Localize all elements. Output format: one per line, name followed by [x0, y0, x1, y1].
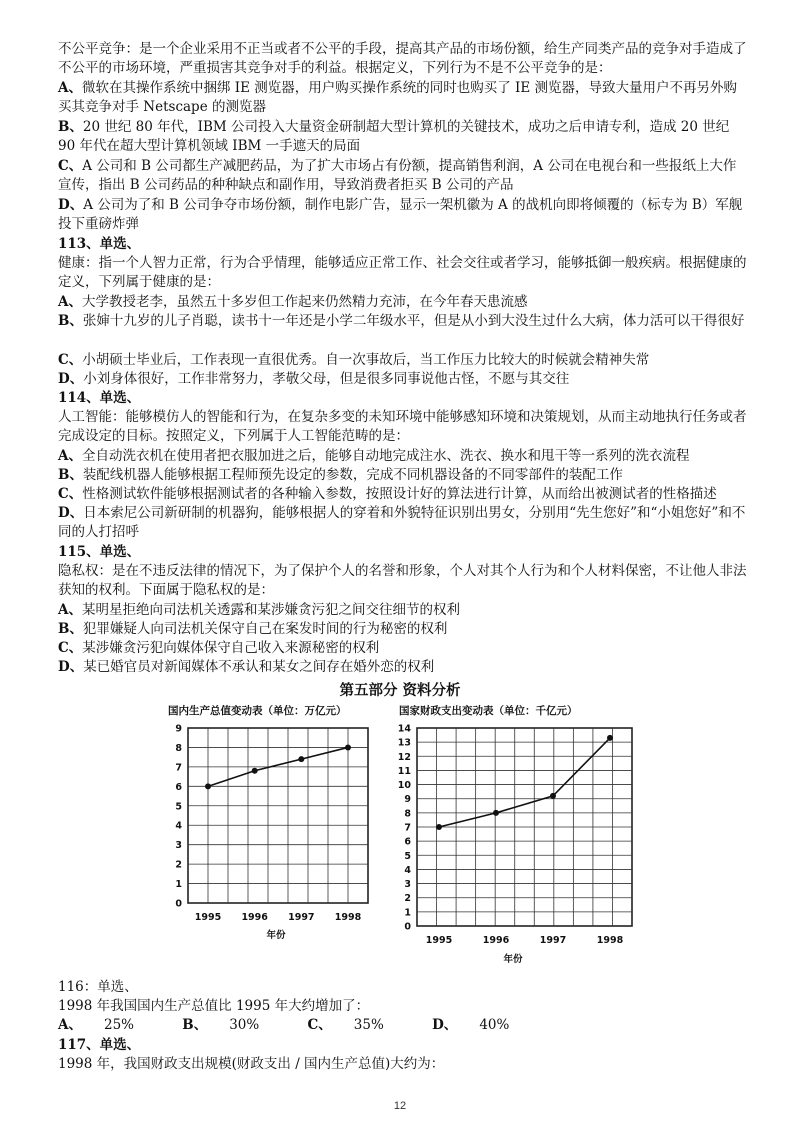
option-c	[58, 351, 748, 370]
option-text: 全自动洗衣机在使用者把衣服加进之后，能够自动地完成注水、洗衣、换水和甩干等一系列的洗衣流程	[81, 448, 690, 464]
option-letter: C、	[58, 352, 83, 368]
option-letter: B、	[58, 621, 83, 637]
option-letter: D、	[58, 659, 84, 675]
option-letter: A、	[58, 80, 82, 96]
x-tick-label: 1997	[539, 935, 567, 946]
data-point	[550, 793, 556, 799]
option-a	[58, 79, 748, 118]
option-text: 25%	[103, 1017, 134, 1033]
y-tick-label: 10	[397, 780, 411, 792]
option-letter: A、	[58, 294, 82, 310]
option-a	[58, 293, 748, 312]
series-line	[436, 735, 613, 830]
data-point	[436, 824, 442, 830]
y-tick-label: 11	[397, 765, 411, 777]
option-b	[58, 118, 748, 157]
question-stem-117: 1998 年，我国财政支出规模(财政支出 / 国内生产总值)大约为：	[58, 1056, 445, 1072]
option-text: 某已婚官员对新闻媒体不承认和某女之间存在婚外恋的权利	[83, 659, 435, 675]
option-b	[58, 620, 748, 639]
question-header-113: 113、单选、	[58, 236, 141, 252]
option-letter: A、	[58, 448, 82, 464]
option-b	[182, 1017, 281, 1033]
series-line-path	[439, 738, 610, 827]
x-tick-labels	[426, 935, 624, 946]
y-tick-label: 1	[404, 907, 411, 919]
data-point	[205, 783, 211, 789]
option-text: A 公司为了和 B 公司争夺市场份额，制作电影广告，显示一架机徽为 A 的战机向即将倾覆的（标专为 B）军舰投下重磅炸弹	[58, 197, 743, 233]
option-text: A 公司和 B 公司都生产减肥药品，为了扩大市场占有份额，提高销售利润，A 公司在电视台和一些报纸上大作宣传，指出 B 公司药品的种种缺点和副作用，导致消费者拒买 B 公司的产品	[58, 158, 737, 194]
y-tick-label: 0	[175, 898, 182, 910]
x-tick-label: 1995	[425, 935, 453, 946]
option-letter: A、	[58, 602, 82, 618]
option-letter: D、	[432, 1017, 458, 1033]
y-tick-label: 3	[404, 879, 411, 891]
option-a	[58, 601, 748, 620]
data-point	[345, 744, 351, 750]
option-text: 性格测试软件能够根据测试者的各种输入参数，按照设计好的算法进行计算，从而给出被测试者的性格描述	[82, 486, 717, 502]
y-tick-label: 7	[175, 762, 182, 774]
option-letter: C、	[307, 1017, 332, 1033]
y-tick-label: 4	[404, 864, 411, 876]
option-text: 35%	[353, 1017, 384, 1033]
y-tick-label: 2	[404, 893, 411, 905]
x-tick-labels	[195, 912, 362, 923]
question-stem-115: 隐私权：是在不违反法律的情况下，为了保护个人的名誉和形象，个人对其个人行为和个人材料保密，不让他人非法获知的权利。下面属于隐私权的是：	[58, 563, 747, 599]
option-d	[58, 196, 748, 235]
option-a	[58, 447, 748, 466]
gdp-line-chart	[160, 700, 375, 945]
question-header-116: 116：单选、	[58, 979, 138, 995]
option-letter: A、	[58, 1017, 82, 1033]
fiscal-expenditure-line-chart	[393, 700, 638, 970]
plot-grid	[417, 728, 632, 926]
option-letter: B、	[58, 467, 83, 483]
y-tick-label: 14	[397, 723, 411, 735]
y-tick-label: 8	[175, 742, 182, 754]
section-title: 第五部分 资料分析	[339, 683, 461, 699]
option-b	[58, 466, 748, 485]
y-tick-label: 6	[175, 781, 182, 793]
option-text: 30%	[229, 1017, 260, 1033]
option-row-116	[58, 1016, 748, 1035]
y-tick-label: 3	[175, 840, 182, 852]
option-letter: C、	[58, 640, 83, 656]
y-tick-label: 7	[404, 822, 411, 834]
option-text: 微软在其操作系统中捆绑 IE 测览器，用户购买操作系统的同时也购买了 IE 测览器，导致大量用户不再另外购买其竞争对手 Netscape 的测览器	[58, 80, 738, 116]
y-tick-labels	[398, 724, 412, 933]
option-text: 装配线机器人能够根据工程师预先设定的参数，完成不同机器设备的不同零部件的装配工作	[82, 467, 623, 483]
x-axis-label: 年份	[266, 930, 286, 941]
option-b	[58, 312, 748, 331]
question-stem-114: 人工智能：能够模仿人的智能和行为，在复杂多变的未知环境中能够感知环境和决策规划，从而主动地执行任务或者完成设定的目标。按照定义，下列属于人工智能范畴的是：	[58, 409, 747, 445]
option-letter: D、	[58, 505, 84, 521]
question-stem-116: 1998 年我国国内生产总值比 1995 年大约增加了：	[58, 998, 370, 1014]
option-c	[308, 1017, 406, 1033]
x-tick-label: 1998	[596, 935, 624, 946]
question-stem-113: 健康：指一个人智力正常，行为合乎情理，能够适应正常工作、社会交往或者学习，能够抵御一般疾病。根据健康的定义，下列属于健康的是：	[58, 255, 747, 291]
y-tick-label: 8	[404, 808, 411, 820]
data-point	[493, 810, 499, 816]
x-tick-label: 1997	[288, 912, 315, 923]
y-tick-label: 12	[397, 751, 411, 763]
option-text: 犯罪嫌疑人向司法机关保守自己在案发时间的行为秘密的权利	[82, 621, 448, 637]
x-tick-label: 1998	[334, 912, 362, 923]
y-tick-label: 6	[404, 836, 411, 848]
option-text: 张婶十九岁的儿子肖聪，读书十一年还是小学二年级水平，但是从小到大没生过什么大病，体力活可以干得很好	[82, 313, 745, 329]
option-c	[58, 485, 748, 504]
x-tick-label: 1995	[194, 912, 222, 923]
option-d	[432, 1017, 531, 1033]
page-number: 12	[393, 1100, 407, 1112]
option-text: 某明星拒绝向司法机关透露和某涉嫌贪污犯之间交往细节的权利	[81, 602, 460, 618]
option-c	[58, 639, 748, 658]
option-letter: D、	[58, 371, 84, 387]
option-letter: C、	[58, 486, 83, 502]
option-text: 40%	[479, 1017, 510, 1033]
y-tick-label: 5	[404, 850, 411, 862]
option-letter: C、	[58, 158, 83, 174]
x-tick-label: 1996	[241, 912, 268, 923]
question-stem-unfair-competition: 不公平竞争：是一个企业采用不正当或者不公平的手段，提高其产品的市场份额，给生产同类产品的竞争对手造成了不公平的市场环境，严重损害其竞争对手的利益。根据定义，下列行为不是不公平竞争的是：	[58, 41, 747, 77]
y-tick-label: 2	[175, 859, 182, 871]
chart-title: 国内生产总值变动表（单位：万亿元）	[168, 705, 347, 717]
option-letter: B、	[182, 1017, 208, 1033]
option-text: 20 世纪 80 年代，IBM 公司投入大量资金研制超大型计算机的关键技术，成功之后申请专利，造成 20 世纪 90 年代在超大型计算机领域 IBM 一手遮天的局面	[58, 119, 730, 155]
option-letter: B、	[58, 119, 83, 135]
option-d	[58, 370, 748, 389]
y-tick-label: 13	[397, 737, 411, 749]
x-axis-label: 年份	[503, 954, 523, 965]
option-text: 小胡硕士毕业后，工作表现一直很优秀。自一次事故后，当工作压力比较大的时候就会精神失常	[82, 352, 650, 368]
option-text: 小刘身体很好，工作非常努力，孝敬父母，但是很多同事说他古怪，不愿与其交往	[83, 371, 570, 387]
data-point	[607, 735, 613, 741]
option-c	[58, 157, 748, 196]
option-a	[58, 1017, 156, 1033]
y-tick-label: 5	[175, 801, 182, 813]
x-tick-label: 1996	[482, 935, 510, 946]
data-point	[252, 768, 258, 774]
plot-frame	[188, 728, 368, 903]
y-tick-label: 4	[175, 820, 182, 832]
option-text: 大学教授老李，虽然五十多岁但工作起来仍然精力充沛，在今年春天患流感	[81, 294, 528, 310]
y-tick-label: 9	[175, 723, 182, 735]
y-tick-label: 0	[404, 921, 411, 933]
option-letter: D、	[58, 197, 84, 213]
question-header-117: 117、单选、	[58, 1037, 141, 1053]
chart-title: 国家财政支出变动表（单位：千亿元）	[399, 705, 578, 717]
plot-grid	[188, 728, 368, 903]
y-tick-label: 9	[404, 794, 411, 806]
y-tick-label: 1	[175, 879, 182, 891]
option-text: 某涉嫌贪污犯向媒体保守自己收入来源秘密的权利	[82, 640, 380, 656]
y-tick-labels	[175, 724, 182, 910]
data-point	[298, 756, 304, 762]
option-text: 日本索尼公司新研制的机器狗，能够根据人的穿着和外貌特征识别出男女，分别用“先生您好”和“小姐您好”和不同的人打招呼	[58, 505, 746, 541]
question-header-114: 114、单选、	[58, 390, 141, 406]
option-d	[58, 658, 748, 677]
question-header-115: 115、单选、	[58, 544, 141, 560]
option-d	[58, 504, 748, 543]
option-letter: B、	[58, 313, 83, 329]
